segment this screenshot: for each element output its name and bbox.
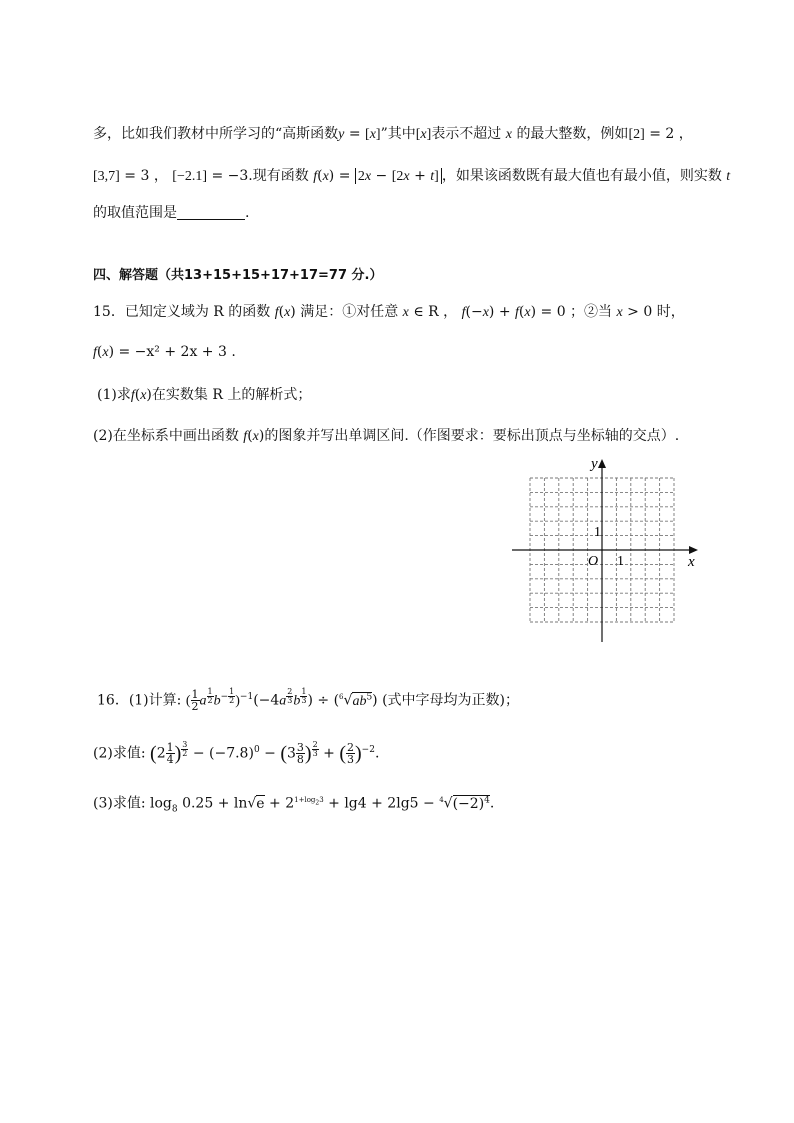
- answer-blank: [177, 205, 245, 220]
- q16-text: 16．(1)计算:: [97, 692, 182, 709]
- q15-line-1: 15．已知定义域为 R 的函数 f(x) 满足：①对任意 x ∈ R ， f(−x) + f(x) = 0 ；②当 x > 0 时，: [93, 304, 685, 320]
- q15-text: = 0 ；②当: [540, 304, 613, 320]
- intro-text: 的最大整数，例如: [516, 126, 629, 142]
- intro-line-1: 多，比如我们教材中所学习的“高斯函数y = [x]”其中[x]表示不超过 x 的最大整数，例如[2] = 2 ，: [93, 126, 693, 142]
- intro-text: ”其中: [380, 126, 416, 142]
- intro-text: = −3.现有函数: [211, 168, 309, 184]
- q16-part3: (3)求值: $\log_8 0.25 + \ln√e + 2^{1+log_23} + \lg 4 + 2\lg 5 - ^4√(-2)^4$.: [93, 795, 495, 815]
- q15-formula: = −x² + 2x + 3 .: [118, 344, 236, 360]
- intro-text: ，如果该函数既有最大值也有最小值，则实数: [441, 168, 722, 184]
- q15-part1: (1)求f(x)在实数集 R 上的解析式；: [97, 387, 312, 403]
- q16-part1: 16．(1)计算: ( $\frac{1}{2}$ a $^{\frac{1}{2}}$ $b^{- \frac{1}{2}}$ )$^{-1}$(−4a $^{\frac{2}{3}}$ b $^{\frac{1}{3}}$ ) ÷ $(^6√ab^5)$ (式中字母均为正数)；: [97, 687, 520, 714]
- q15-part2: (2)在坐标系中画出函数 f(x)的图象并写出单调区间.（作图要求：要标出顶点与坐标轴的交点）.: [93, 428, 680, 444]
- q15-text: (1)求: [97, 387, 131, 403]
- q15-text: 时，: [656, 304, 685, 320]
- intro-line-3: [93, 203, 249, 223]
- intro-text: 的取值范围是: [93, 205, 177, 221]
- intro-text: 表示不超过: [431, 126, 502, 142]
- intro-line-2: [3,7] = 3 ， [−2.1] = −3.现有函数 f(x) = 2x − [2x + t] ，如果该函数既有最大值也有最小值，则实数 t: [93, 168, 731, 184]
- q15-text: 在实数集 R 上的解析式；: [151, 387, 312, 403]
- q16-text: (3)求值:: [93, 795, 146, 812]
- intro-text: = 3 ，: [124, 168, 168, 184]
- q16-part2: (2)求值: (2 $\frac{1}{4}$ ) $^{\frac{3}{2}}$ − $(-7.8)^0 - (3$ $\frac{3}{8}$ ) $^{\frac{2}{3}}$ + ( $\frac{2}{3}$ )$^{-2}$.: [93, 740, 380, 767]
- x-tick-label: 1: [617, 554, 624, 569]
- intro-text: .: [245, 205, 250, 221]
- q15-text: ，: [443, 304, 458, 320]
- q15-text: 的图象并写出单调区间.（作图要求：要标出顶点与坐标轴的交点）.: [264, 428, 680, 444]
- y-axis-arrow-icon: [598, 459, 606, 468]
- x-axis-arrow-icon: [689, 546, 698, 554]
- section-heading: 四、解答题（共13+15+15+17+17=77 分.）: [93, 268, 383, 283]
- q16-text: (2)求值:: [93, 745, 146, 762]
- intro-text: 多，比如我们教材中所学习的“高斯函数: [93, 126, 339, 142]
- intro-text: = 2 ，: [649, 126, 693, 142]
- y-tick-label: 1: [594, 525, 601, 540]
- q15-line-2: f(x) = −x² + 2x + 3 .: [93, 344, 236, 360]
- q15-number: 15．已知定义域为 R 的函数: [93, 304, 271, 320]
- coordinate-grid: [510, 452, 705, 647]
- q15-text: (2)在坐标系中画出函数: [93, 428, 239, 444]
- y-axis-label: y: [591, 456, 598, 472]
- x-axis-label: x: [688, 554, 695, 570]
- origin-label: O: [588, 554, 599, 569]
- q15-text: 满足：①对任意: [300, 304, 399, 320]
- q16-text: (式中字母均为正数)；: [382, 692, 520, 709]
